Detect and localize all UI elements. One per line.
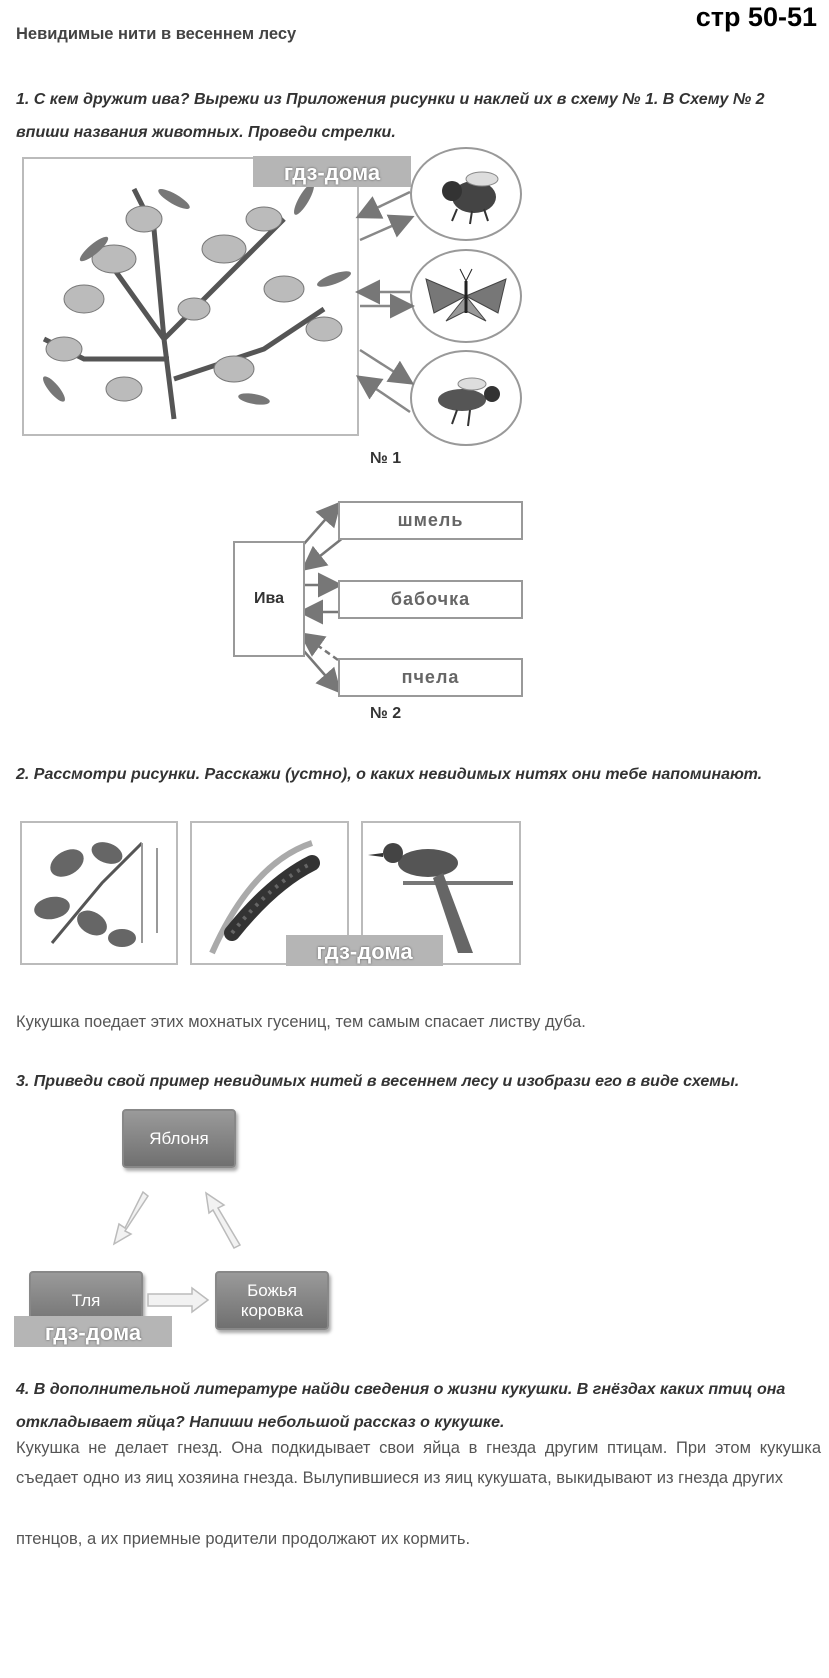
node-apple-tree — [122, 1109, 236, 1168]
task-4-answer-line-1: Кукушка не делает гнезд. Она подкидывает свои яйца в гнезда другим птицам. При этом кукушка съедает одно из яиц хозяина гнезда. Вылупившиеся из яиц кукушата, выкидывают из гнезда других — [16, 1439, 821, 1487]
animal-box-bumblebee: шмель — [338, 501, 523, 540]
scheme-center-label: Ива — [253, 590, 285, 607]
bumblebee-circle — [410, 147, 522, 241]
task-3-text: 3. Приведи свой пример невидимых нитей в весеннем лесу и изобрази его в виде схемы. — [16, 1073, 740, 1090]
page-title: Невидимые нити в весеннем лесу — [16, 25, 297, 43]
animal-box-butterfly: бабочка — [338, 580, 523, 619]
task-2-text: 2. Рассмотри рисунки. Расскажи (устно), о каких невидимых нитях они тебе напоминают. — [16, 766, 763, 783]
butterfly-circle — [410, 249, 522, 343]
watermark: гдз-дома — [253, 156, 411, 187]
willow-picture — [22, 157, 359, 436]
page-number: стр 50-51 — [695, 2, 817, 32]
node-apple-tree-label: Яблоня — [149, 1128, 209, 1148]
task-2-answer: Кукушка поедает этих мохнатых гусениц, тем самым спасает листву дуба. — [16, 1013, 586, 1031]
node-aphid-label: Тля — [71, 1290, 101, 1310]
watermark: гдз-дома — [14, 1316, 172, 1347]
scheme-1-label: № 1 — [370, 450, 402, 467]
oak-picture — [20, 821, 178, 965]
node-ladybug-label: Божья коровка — [240, 1280, 304, 1320]
animal-box-bee: пчела — [338, 658, 523, 697]
bumblebee-icon — [412, 149, 520, 239]
task-1-text: 1. С кем дружит ива? Вырежи из Приложения рисунки и наклей их в схему № 1. В Схему № 2 впиши названия животных. Проведи стрелки. — [16, 91, 765, 141]
oak-leaf-icon — [22, 823, 176, 963]
bee-icon — [412, 352, 520, 444]
task-4-text: 4. В дополнительной литературе найди сведения о жизни кукушки. В гнёздах каких птиц она откладывает яйца? Напиши небольшой рассказ о кукушке. — [16, 1381, 786, 1431]
willow-illustration — [24, 159, 357, 434]
watermark: гдз-дома — [286, 935, 443, 966]
scheme-center-box — [233, 541, 305, 657]
scheme-2-label: № 2 — [370, 705, 402, 722]
node-ladybug — [215, 1271, 329, 1330]
bee-circle — [410, 350, 522, 446]
task-4-answer-line-2: птенцов, а их приемные родители продолжают их кормить. — [16, 1530, 471, 1548]
butterfly-icon — [412, 251, 520, 341]
